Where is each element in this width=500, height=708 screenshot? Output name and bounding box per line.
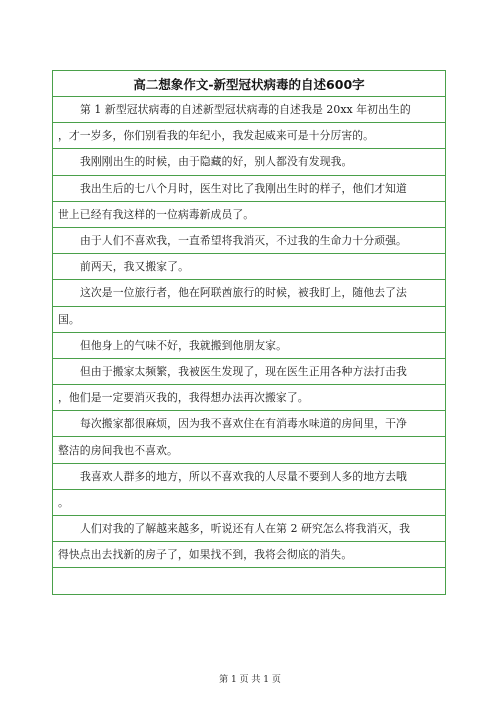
document-sheet [52, 70, 446, 595]
text-line: 我刚刚出生的时候，由于隐藏的好，别人都没有发现我。 [53, 149, 445, 175]
document-body [53, 97, 445, 594]
text-line: 得快点出去找新的房子了，如果找不到，我将会彻底的消失。 [53, 542, 445, 568]
text-line: ，他们是一定要消灭我的，我得想办法再次搬家了。 [53, 385, 445, 411]
page-footer: 第 1 页 共 1 页 [219, 675, 281, 685]
text-line: 每次搬家都很麻烦，因为我不喜欢住在有消毒水味道的房间里，干净 [53, 411, 445, 437]
text-line: 。 [53, 490, 445, 516]
text-line: 国。 [53, 307, 445, 333]
text-line: 这次是一位旅行者，他在阿联酋旅行的时候，被我盯上，随他去了法 [53, 280, 445, 306]
text-line: 整洁的房间我也不喜欢。 [53, 437, 445, 463]
text-line: 我喜欢人群多的地方，所以不喜欢我的人尽量不要到人多的地方去哦 [53, 464, 445, 490]
text-line: 第 1 新型冠状病毒的自述新型冠状病毒的自述我是 20xx 年初出生的 [53, 97, 445, 123]
text-line: 前两天，我又搬家了。 [53, 254, 445, 280]
text-line: 但他身上的气味不好，我就搬到他朋友家。 [53, 333, 445, 359]
text-line [53, 568, 445, 594]
text-line: ，才一岁多，你们别看我的年纪小，我发起威来可是十分厉害的。 [53, 123, 445, 149]
text-line: 但由于搬家太频繁，我被医生发现了，现在医生正用各种方法打击我 [53, 359, 445, 385]
document-title: 高二想象作文-新型冠状病毒的自述600字 [53, 71, 445, 97]
text-line: 我出生后的七八个月时，医生对比了我刚出生时的样子，他们才知道 [53, 176, 445, 202]
text-line: 世上已经有我这样的一位病毒新成员了。 [53, 202, 445, 228]
text-line: 由于人们不喜欢我，一直希望将我消灭，不过我的生命力十分顽强。 [53, 228, 445, 254]
text-line: 人们对我的了解越来越多，听说还有人在第 2 研究怎么将我消灭，我 [53, 516, 445, 542]
